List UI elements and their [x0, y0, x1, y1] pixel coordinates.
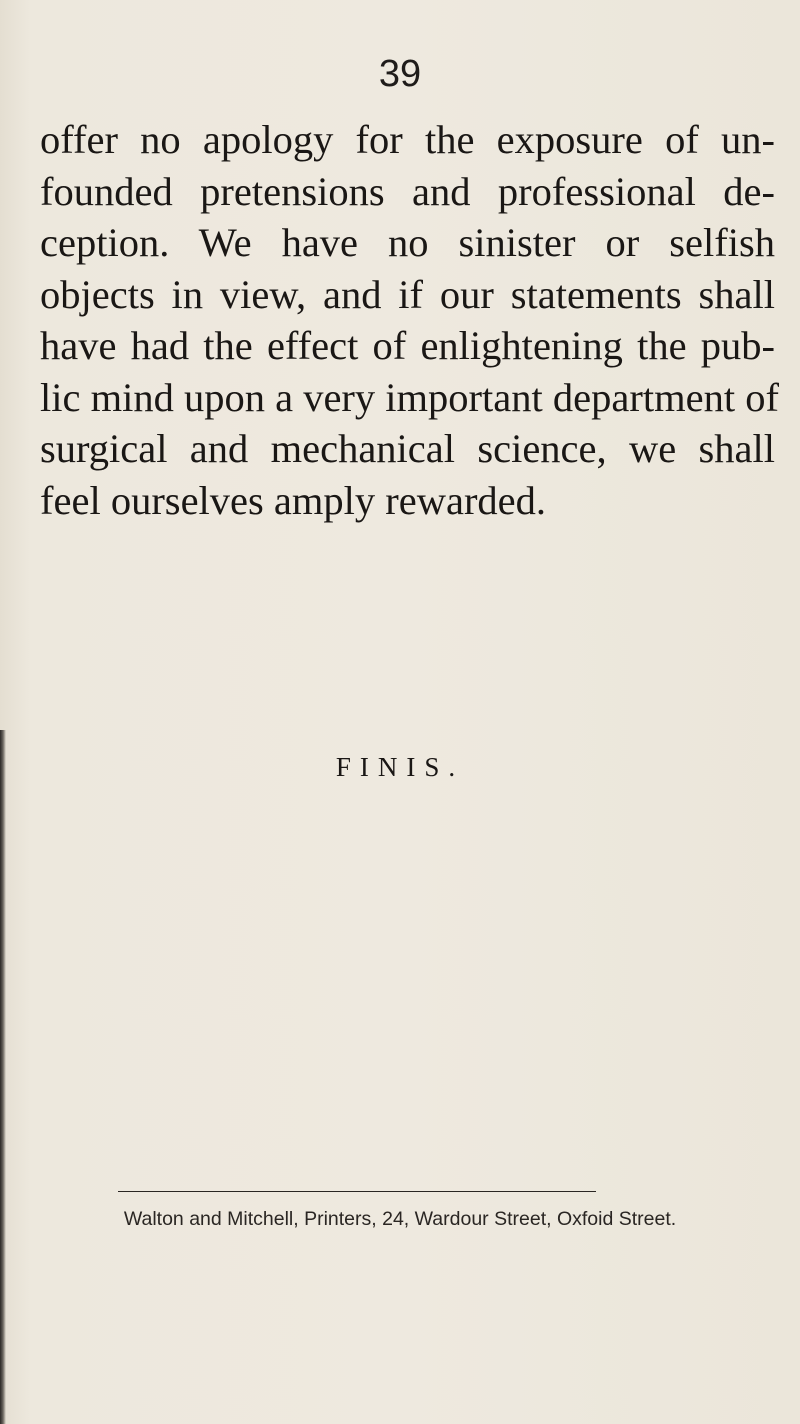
text-line: ception. We have no sinister or selfish	[40, 220, 775, 265]
imprint-divider	[118, 1191, 596, 1192]
body-paragraph	[40, 114, 779, 526]
text-line-last: feel ourselves amply rewarded.	[40, 477, 547, 523]
text-line: surgical and mechanical science, we shall	[40, 426, 775, 471]
text-line: offer no apology for the exposure of un-	[40, 117, 775, 162]
text-line: lic mind upon a very important department of	[40, 374, 779, 420]
finis-heading: FINIS.	[335, 752, 465, 782]
printer-imprint: Walton and Mitchell, Printers, 24, Wardour Street, Oxfoid Street.	[123, 1208, 677, 1230]
page-binding-edge	[0, 730, 6, 1424]
text-line: have had the effect of enlightening the pub-	[40, 323, 775, 368]
text-line: objects in view, and if our statements shall	[40, 271, 775, 317]
text-line: founded pretensions and professional de-	[40, 168, 775, 214]
page-number: 39	[378, 53, 422, 95]
